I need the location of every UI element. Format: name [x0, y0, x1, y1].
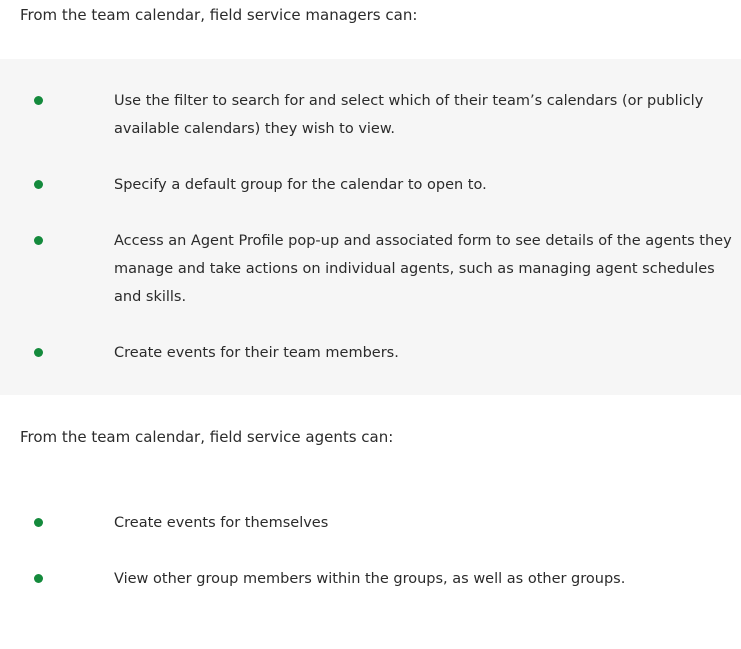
list-item-text: Specify a default group for the calendar to open to.: [114, 177, 487, 193]
managers-list: [0, 87, 741, 395]
list-item: [0, 87, 741, 143]
bullet-icon: [34, 180, 43, 189]
bullet-icon: [34, 236, 43, 245]
agents-list: [0, 509, 741, 621]
list-item-text: Access an Agent Profile pop-up and associated form to see details of the agents they manage and take actions on individual agents, such as managing agent schedules and skills.: [114, 233, 732, 305]
bullet-icon: [34, 574, 43, 583]
agents-intro: From the team calendar, field service agents can:: [20, 428, 394, 446]
list-item-text: View other group members within the groups, as well as other groups.: [114, 571, 626, 587]
bullet-icon: [34, 518, 43, 527]
list-item: [0, 509, 741, 537]
list-item: [0, 339, 741, 367]
list-item: [0, 565, 741, 593]
list-item: [0, 227, 741, 311]
list-item-text: Create events for their team members.: [114, 345, 399, 361]
managers-intro: From the team calendar, field service managers can:: [20, 6, 418, 24]
bullet-icon: [34, 348, 43, 357]
list-item-text: Use the filter to search for and select which of their team’s calendars (or publicly available calendars) they wish to view.: [114, 93, 704, 137]
list-item-text: Create events for themselves: [114, 515, 329, 531]
list-item: [0, 171, 741, 199]
bullet-icon: [34, 96, 43, 105]
